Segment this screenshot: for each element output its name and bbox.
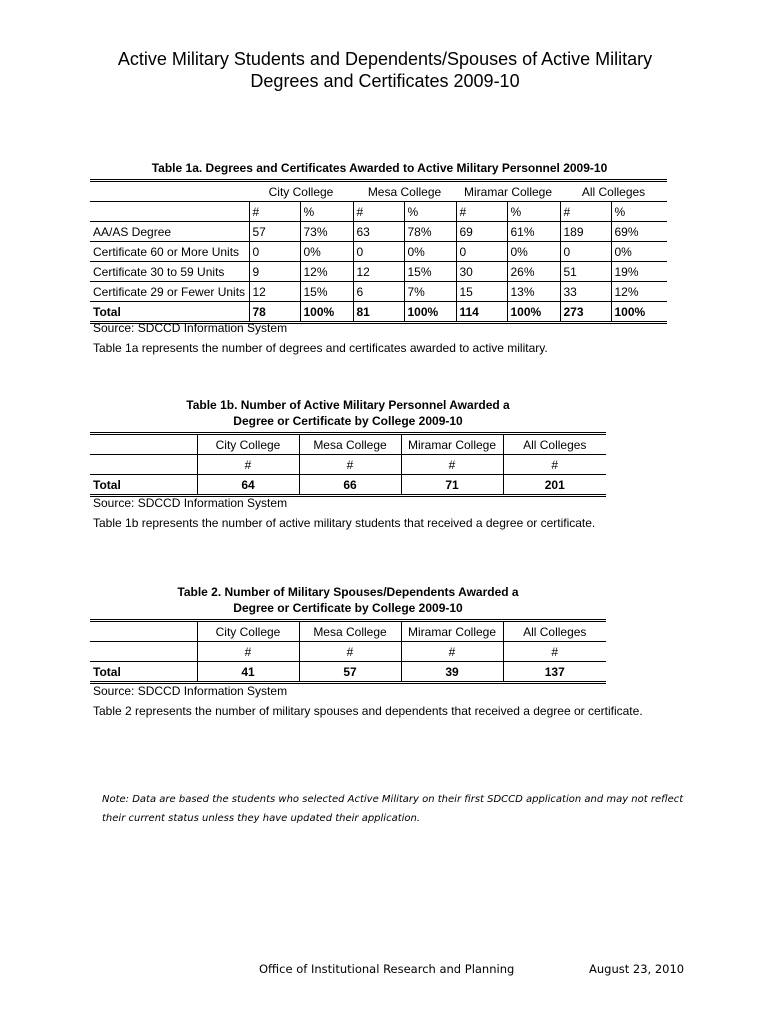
- subheader: #: [249, 202, 300, 222]
- college-header: All Colleges: [503, 434, 606, 455]
- table-cell: 33: [560, 282, 611, 302]
- subheader: #: [456, 202, 507, 222]
- table-cell: 57: [299, 662, 401, 683]
- table-cell: 39: [401, 662, 503, 683]
- college-header: Mesa College: [353, 181, 456, 202]
- caption-line: Degree or Certificate by College 2009-10: [233, 414, 463, 428]
- table-cell: 69: [456, 222, 507, 242]
- row-label: AA/AS Degree: [90, 222, 249, 242]
- table-cell: 0%: [404, 242, 456, 262]
- row-label: Certificate 29 or Fewer Units: [90, 282, 249, 302]
- table-cell: 0: [249, 242, 300, 262]
- table-1b-college-header: [90, 434, 606, 455]
- table-cell: 51: [560, 262, 611, 282]
- table-2-description: Table 2 represents the number of military spouses and dependents that received a degree or certificate.: [93, 704, 643, 718]
- table-1b-source: Source: SDCCD Information System: [93, 496, 288, 510]
- college-header: City College: [249, 181, 353, 202]
- table-cell: 0%: [507, 242, 560, 262]
- page-title: [0, 48, 770, 92]
- table-1b: [90, 432, 606, 497]
- table-cell: 189: [560, 222, 611, 242]
- table-1a: [90, 179, 667, 324]
- caption-line: Degree or Certificate by College 2009-10: [233, 601, 463, 615]
- table-cell: 63: [353, 222, 404, 242]
- table-cell: 114: [456, 302, 507, 323]
- table-cell: 12: [249, 282, 300, 302]
- row-label: Certificate 60 or More Units: [90, 242, 249, 262]
- college-header: All Colleges: [560, 181, 667, 202]
- row-label: Certificate 30 to 59 Units: [90, 262, 249, 282]
- college-header: Miramar College: [456, 181, 560, 202]
- table-row: [90, 282, 667, 302]
- subheader: #: [353, 202, 404, 222]
- table-1a-college-header: [90, 181, 667, 202]
- subheader: #: [299, 642, 401, 662]
- table-2-college-header: [90, 621, 606, 642]
- table-cell: 81: [353, 302, 404, 323]
- college-header: Mesa College: [299, 621, 401, 642]
- table-cell: 57: [249, 222, 300, 242]
- table-1b-subheader: [90, 455, 606, 475]
- college-header: Mesa College: [299, 434, 401, 455]
- table-cell: 100%: [404, 302, 456, 323]
- table-cell: 0%: [300, 242, 353, 262]
- table-cell: 0%: [611, 242, 667, 262]
- table-1b-caption: [92, 397, 604, 429]
- table-row: [90, 262, 667, 282]
- subheader: #: [401, 455, 503, 475]
- table-cell: 6: [353, 282, 404, 302]
- table-cell: 0: [456, 242, 507, 262]
- footer-office: Office of Institutional Research and Planning: [259, 962, 515, 976]
- table-cell: 273: [560, 302, 611, 323]
- table-1b-description: Table 1b represents the number of active military students that received a degree or certificate.: [93, 516, 596, 530]
- subheader: #: [503, 455, 606, 475]
- subheader: #: [560, 202, 611, 222]
- table-cell: 61%: [507, 222, 560, 242]
- table-cell: 100%: [300, 302, 353, 323]
- table-cell: 0: [560, 242, 611, 262]
- row-label: Total: [90, 475, 197, 496]
- subheader: #: [299, 455, 401, 475]
- table-cell: 201: [503, 475, 606, 496]
- footer-date: August 23, 2010: [589, 962, 685, 976]
- table-cell: 15%: [404, 262, 456, 282]
- subheader: %: [611, 202, 667, 222]
- subheader: #: [503, 642, 606, 662]
- college-header: All Colleges: [503, 621, 606, 642]
- table-2-subheader: [90, 642, 606, 662]
- table-cell: 15%: [300, 282, 353, 302]
- table-cell: 30: [456, 262, 507, 282]
- college-header: Miramar College: [401, 621, 503, 642]
- table-cell: 69%: [611, 222, 667, 242]
- table-cell: 12%: [611, 282, 667, 302]
- table-cell: 100%: [611, 302, 667, 323]
- subheader: #: [197, 455, 299, 475]
- caption-line: Table 1b. Number of Active Military Personnel Awarded a: [186, 398, 510, 412]
- table-cell: 71: [401, 475, 503, 496]
- table-1a-source: Source: SDCCD Information System: [93, 321, 288, 335]
- table-cell: 66: [299, 475, 401, 496]
- table-cell: 137: [503, 662, 606, 683]
- college-header: Miramar College: [401, 434, 503, 455]
- table-1a-description: Table 1a represents the number of degrees and certificates awarded to active military.: [93, 341, 548, 355]
- table-2-caption: [92, 584, 604, 616]
- college-header: City College: [197, 434, 299, 455]
- row-label: Total: [90, 302, 249, 323]
- subheader: %: [507, 202, 560, 222]
- subheader: %: [300, 202, 353, 222]
- note-line: their current status unless they have updated their application.: [102, 813, 421, 824]
- caption-line: Table 2. Number of Military Spouses/Dependents Awarded a: [177, 585, 519, 599]
- note-line: Note: Data are based the students who selected Active Military on their first SDCCD application and may not reflect: [102, 794, 684, 805]
- table-cell: 19%: [611, 262, 667, 282]
- subheader: %: [404, 202, 456, 222]
- table-cell: 64: [197, 475, 299, 496]
- table-row: [90, 242, 667, 262]
- table-row: [90, 222, 667, 242]
- page-title-line1: Active Military Students and Dependents/Spouses of Active Military: [117, 49, 653, 69]
- table-cell: 0: [353, 242, 404, 262]
- college-header: City College: [197, 621, 299, 642]
- table-cell: 7%: [404, 282, 456, 302]
- subheader: #: [401, 642, 503, 662]
- subheader: #: [197, 642, 299, 662]
- table-cell: 13%: [507, 282, 560, 302]
- table-1a-caption: Table 1a. Degrees and Certificates Awarded to Active Military Personnel 2009-10: [151, 161, 608, 175]
- table-cell: 78%: [404, 222, 456, 242]
- table-cell: 12: [353, 262, 404, 282]
- row-label: Total: [90, 662, 197, 683]
- table-2-source: Source: SDCCD Information System: [93, 684, 288, 698]
- table-total-row: [90, 662, 606, 683]
- table-cell: 41: [197, 662, 299, 683]
- table-cell: 9: [249, 262, 300, 282]
- data-note: [102, 790, 702, 828]
- table-1a-subheader: [90, 202, 667, 222]
- table-cell: 26%: [507, 262, 560, 282]
- table-cell: 100%: [507, 302, 560, 323]
- page-title-line2: Degrees and Certificates 2009-10: [250, 71, 520, 91]
- table-cell: 15: [456, 282, 507, 302]
- table-2: [90, 619, 606, 684]
- table-cell: 12%: [300, 262, 353, 282]
- table-cell: 78: [249, 302, 300, 323]
- table-total-row: [90, 475, 606, 496]
- table-cell: 73%: [300, 222, 353, 242]
